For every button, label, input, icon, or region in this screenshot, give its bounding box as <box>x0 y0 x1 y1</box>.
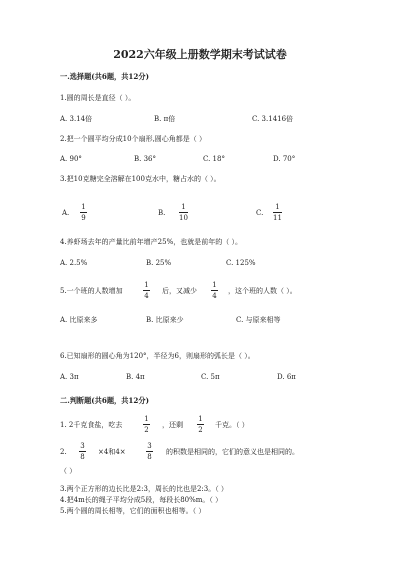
q6-option-c[interactable]: C. 5π <box>201 373 220 381</box>
q4-option-c[interactable]: C. 125% <box>226 259 256 267</box>
section-2-heading: 二.判断题(共6题，共12分) <box>60 396 149 405</box>
fraction-bar <box>146 451 153 452</box>
fraction-numerator: 1 <box>181 203 186 211</box>
q1-stem: 1.圆的周长是直径（ ）。 <box>60 94 136 102</box>
fraction-bar <box>273 212 282 213</box>
j4-stem: 4.把4m长的绳子平均分成5段，每段长80%m。（ ） <box>60 496 223 504</box>
fraction-numerator: 1 <box>212 281 217 289</box>
j3-stem: 3.两个正方形的边长比是2:3，周长的比也是2:3。（ ） <box>60 485 228 493</box>
fraction-numerator: 3 <box>147 442 152 450</box>
fraction-bar <box>179 212 188 213</box>
j2-fraction-1 <box>79 442 86 461</box>
fraction-denominator: 10 <box>179 214 188 222</box>
q4-option-b[interactable]: B. 25% <box>146 259 172 267</box>
fraction-denominator: 11 <box>273 214 282 222</box>
q5-fraction-1 <box>143 281 150 300</box>
fraction-bar <box>197 424 204 425</box>
q5-option-a[interactable]: A. 比原来多 <box>60 316 98 324</box>
fraction-bar <box>143 290 150 291</box>
fraction-bar <box>143 424 150 425</box>
fraction-denominator: 4 <box>144 292 149 300</box>
q6-stem: 6.已知扇形的圆心角为120°，半径为6，则扇形的弧长是（ ）。 <box>60 352 255 360</box>
q3-stem: 3.把10克糖完全溶解在100克水中，糖占水的（ ）。 <box>60 175 221 183</box>
fraction-numerator: 3 <box>80 442 85 450</box>
fraction-denominator: 8 <box>80 453 85 461</box>
fraction-bar <box>211 290 218 291</box>
j1-part2: ，还剩 <box>162 421 183 429</box>
q3-option-b-label[interactable]: B. <box>158 209 166 217</box>
q2-option-b[interactable]: B. 36° <box>134 155 157 163</box>
q2-stem: 2.把一个圆平均分成10个扇形,圆心角都是（ ） <box>60 135 207 143</box>
q6-option-a[interactable]: A. 3π <box>60 373 79 381</box>
page-title: 2022六年级上册数学期末考试试卷 <box>113 48 287 61</box>
j2-part3: 的积数是相同的，它们的意义也是相同的。 <box>166 448 299 456</box>
fraction-bar <box>80 212 87 213</box>
q4-stem: 4.养虾场去年的产量比前年增产25%，也就是前年的（ ）。 <box>60 238 242 246</box>
fraction-numerator: 1 <box>144 281 149 289</box>
j5-stem: 5.两个圆的周长相等，它们的面积也相等。（ ） <box>60 507 206 515</box>
fraction-denominator: 4 <box>212 292 217 300</box>
j1-fraction-2 <box>197 415 204 434</box>
q4-option-a[interactable]: A. 2.5% <box>60 259 88 267</box>
fraction-numerator: 1 <box>275 203 280 211</box>
q3-option-c-label[interactable]: C. <box>256 209 264 217</box>
q5-option-b[interactable]: B. 比原来少 <box>146 316 184 324</box>
section-1-heading: 一.选择题(共6题，共12分) <box>60 72 149 81</box>
fraction-bar <box>79 451 86 452</box>
j2-part4: （ ） <box>60 467 77 475</box>
fraction-denominator: 9 <box>81 214 86 222</box>
fraction-denominator: 2 <box>144 426 149 434</box>
q5-fraction-2 <box>211 281 218 300</box>
q2-option-d[interactable]: D. 70° <box>273 155 296 163</box>
j1-part1: 1. 2千克食盐，吃去 <box>60 421 123 429</box>
j2-part1: 2. <box>60 448 67 456</box>
q1-option-c[interactable]: C. 3.1416倍 <box>252 115 294 123</box>
q3-option-a-label[interactable]: A. <box>62 209 70 217</box>
fraction-numerator: 1 <box>198 415 203 423</box>
j1-fraction-1 <box>143 415 150 434</box>
q5-stem-part3: ，这个班的人数（ ）。 <box>228 287 297 295</box>
q2-option-c[interactable]: C. 18° <box>203 155 225 163</box>
q1-option-a[interactable]: A. 3.14倍 <box>60 115 93 123</box>
q5-option-c[interactable]: C. 与原来相等 <box>236 316 281 324</box>
q2-option-a[interactable]: A. 90° <box>60 155 82 163</box>
q1-option-b[interactable]: B. π倍 <box>154 115 176 123</box>
j2-fraction-2 <box>146 442 153 461</box>
j1-part3: 千克。（ ） <box>215 421 249 429</box>
q5-stem-part2: 后，又减少 <box>162 287 197 295</box>
fraction-denominator: 2 <box>198 426 203 434</box>
q3-option-b-fraction[interactable] <box>179 203 188 222</box>
fraction-numerator: 1 <box>144 415 149 423</box>
fraction-numerator: 1 <box>81 203 86 211</box>
fraction-denominator: 8 <box>147 453 152 461</box>
q3-option-a-fraction[interactable] <box>80 203 87 222</box>
q6-option-d[interactable]: D. 6π <box>277 373 296 381</box>
q3-option-c-fraction[interactable] <box>273 203 282 222</box>
q6-option-b[interactable]: B. 4π <box>126 373 145 381</box>
q5-stem-part1: 5.一个班的人数增加 <box>60 287 123 295</box>
j2-part2: ×4和4× <box>98 448 126 456</box>
